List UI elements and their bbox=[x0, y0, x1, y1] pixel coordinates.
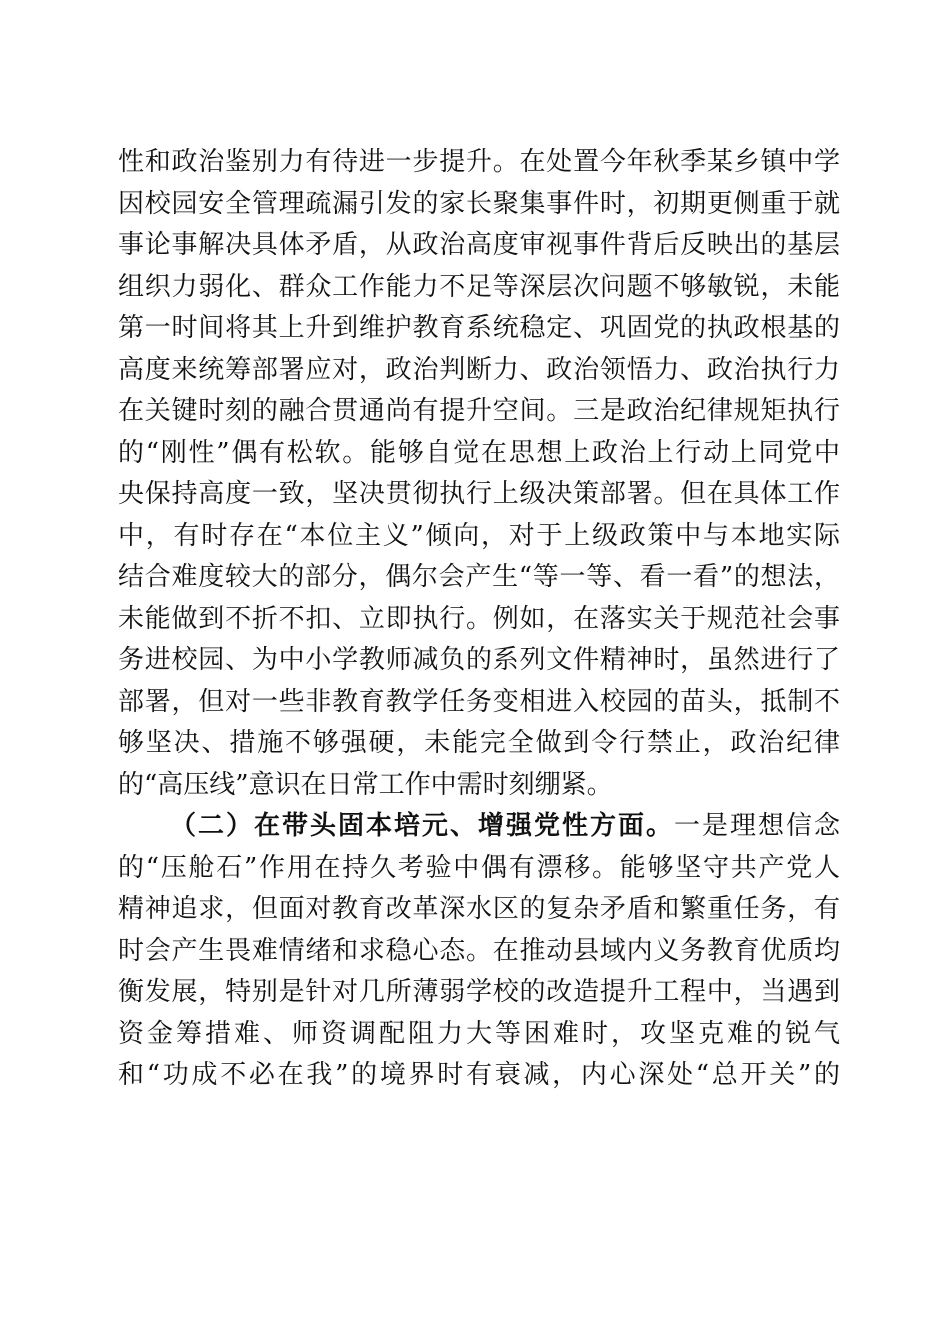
body-text bbox=[118, 142, 840, 1097]
section-heading: （二）在带头固本培元、增强党性方面。 bbox=[170, 811, 674, 841]
paragraph-1-line: 结合难度较大的部分，偶尔会产生“等一等、看一看”的想法， bbox=[118, 562, 840, 592]
paragraph-1-line: 性和政治鉴别力有待进一步提升。在处置今年秋季某乡镇中学 bbox=[118, 147, 840, 177]
paragraph-1-line: 在关键时刻的融合贯通尚有提升空间。三是政治纪律规矩执行 bbox=[118, 396, 840, 426]
paragraph-1-line: 事论事解决具体矛盾，从政治高度审视事件背后反映出的基层 bbox=[118, 230, 840, 260]
paragraph-1-line: 央保持高度一致，坚决贯彻执行上级决策部署。但在具体工作 bbox=[118, 479, 840, 509]
paragraph-2-line: 精神追求，但面对教育改革深水区的复杂矛盾和繁重任务，有 bbox=[118, 894, 840, 924]
paragraph-1-line: 务进校园、为中小学教师减负的系列文件精神时，虽然进行了 bbox=[118, 645, 840, 675]
section-heading-continuation: 一是理想信念 bbox=[673, 811, 840, 841]
paragraph-2-line: 的“压舱石”作用在持久考验中偶有漂移。能够坚守共产党人 bbox=[118, 852, 840, 883]
paragraph-1-line: 高度来统筹部署应对，政治判断力、政治领悟力、政治执行力 bbox=[118, 354, 840, 385]
paragraph-2-line: 资金筹措难、师资调配阻力大等困难时，攻坚克难的锐气 bbox=[118, 1018, 840, 1049]
paragraph-1-line: 未能做到不折不扣、立即执行。例如，在落实关于规范社会事 bbox=[118, 603, 840, 634]
paragraph-2-line: 衡发展，特别是针对几所薄弱学校的改造提升工程中，当遇到 bbox=[118, 977, 840, 1007]
paragraph-1-line: 够坚决、措施不够强硬，未能完全做到令行禁止，政治纪律 bbox=[118, 728, 840, 758]
paragraph-1-line: 第一时间将其上升到维护教育系统稳定、巩固党的执政根基的 bbox=[118, 313, 840, 343]
paragraph-1-line: 的“刚性”偶有松软。能够自觉在思想上政治上行动上同党中 bbox=[118, 437, 840, 468]
paragraph-1-line: 的“高压线”意识在日常工作中需时刻绷紧。 bbox=[118, 769, 613, 800]
section-heading-line bbox=[118, 806, 840, 848]
paragraph-1-line: 组织力弱化、群众工作能力不足等深层次问题不够敏锐，未能 bbox=[118, 271, 840, 302]
paragraph-2-line: 和“功成不必在我”的境界时有衰减，内心深处“总开关”的 bbox=[118, 1060, 840, 1090]
paragraph-1-line: 部署，但对一些非教育教学任务变相进入校园的苗头，抵制不 bbox=[118, 686, 840, 717]
paragraph-2-line: 时会产生畏难情绪和求稳心态。在推动县域内义务教育优质均 bbox=[118, 935, 840, 966]
paragraph-1-line: 中，有时存在“本位主义”倾向，对于上级政策中与本地实际 bbox=[118, 520, 840, 551]
paragraph-1-line: 因校园安全管理疏漏引发的家长聚集事件时，初期更侧重于就 bbox=[118, 188, 840, 219]
